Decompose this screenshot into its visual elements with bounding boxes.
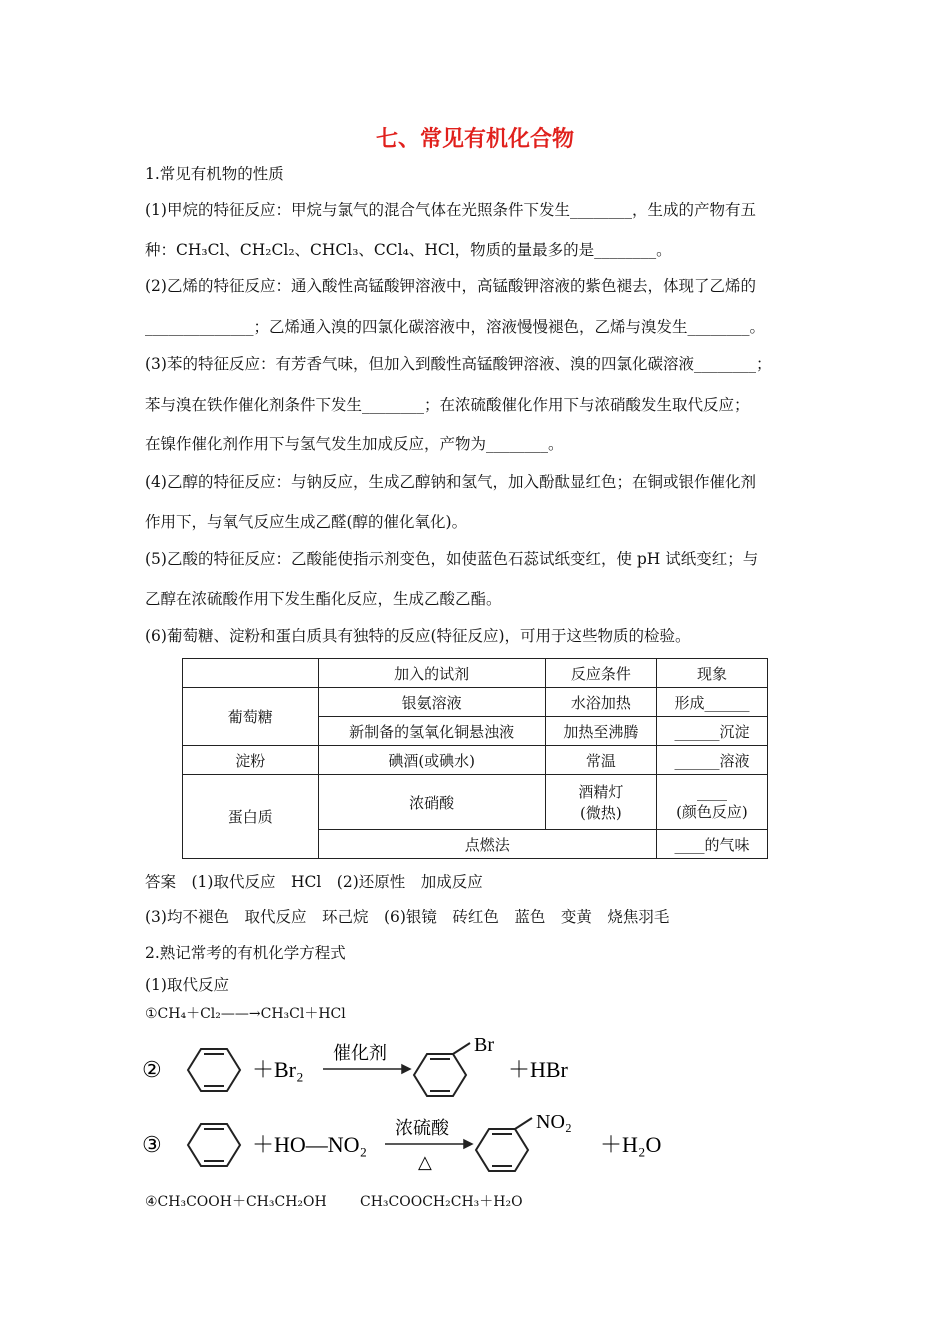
table-row [183, 688, 768, 717]
para6: (6)葡萄糖、淀粉和蛋白质具有独特的反应(特征反应)，可用于这些物质的检验。 [145, 627, 691, 645]
substituent-label: NO₂ [536, 1111, 572, 1133]
table-row [183, 775, 768, 830]
para3-line3: 在镍作催化剂作用下与氢气发生加成反应，产物为________。 [145, 435, 564, 453]
reaction-arrow-icon [385, 1140, 472, 1148]
condition-line1: 酒精灯 [578, 783, 624, 801]
reagent-text: ＋Br₂ [252, 1057, 304, 1082]
cell-result: ____的气味 [656, 830, 767, 859]
para2-line1: (2)乙烯的特征反应：通入酸性高锰酸钾溶液中，高锰酸钾溶液的紫色褪去，体现了乙烯的 [145, 277, 756, 295]
product-text: ＋HBr [508, 1057, 568, 1082]
benzene-ring-icon [188, 1124, 240, 1166]
para1-line2: 种：CH₃Cl、CH₂Cl₂、CHCl₃、CCl₄、HCl，物质的量最多的是________。 [145, 241, 672, 259]
cell-reagent: 浓硝酸 [318, 775, 545, 830]
table-row [183, 746, 768, 775]
benzene-ring-icon [414, 1043, 470, 1096]
cell-result: ______沉淀 [656, 717, 767, 746]
section2-heading: 2.熟记常考的有机化学方程式 [145, 944, 346, 962]
cell-protein: 蛋白质 [183, 775, 319, 859]
benzene-ring-icon [476, 1118, 532, 1171]
section1-heading: 1.常见有机物的性质 [145, 165, 284, 183]
table-header-row [183, 659, 768, 688]
equation-4-right: CH₃COOCH₂CH₃＋H₂O [360, 1194, 523, 1210]
cell-condition [545, 775, 656, 830]
header-condition: 反应条件 [545, 659, 656, 688]
condition-line2: (微热) [579, 804, 622, 822]
para1-line1: (1)甲烷的特征反应：甲烷与氯气的混合气体在光照条件下发生________，生成的产物有五 [145, 201, 756, 219]
answer-line2: (3)均不褪色 取代反应 环己烷 (6)银镜 砖红色 蓝色 变黄 烧焦羽毛 [145, 908, 670, 926]
equation-2-diagram [140, 1035, 600, 1105]
answer-line1: 答案 (1)取代反应 HCl (2)还原性 加成反应 [145, 873, 483, 891]
cell-reagent: 银氨溶液 [318, 688, 545, 717]
cell-result [656, 775, 767, 830]
product-text: ＋H₂O [600, 1132, 662, 1157]
cell-result: 形成______ [656, 688, 767, 717]
header-phenomenon: 现象 [656, 659, 767, 688]
para3-line1: (3)苯的特征反应：有芳香气味，但加入到酸性高锰酸钾溶液、溴的四氯化碳溶液________； [145, 355, 772, 373]
cell-reagent: 新制备的氢氧化铜悬浊液 [318, 717, 545, 746]
para4-line1: (4)乙醇的特征反应：与钠反应，生成乙醇钠和氢气，加入酚酞显红色；在铜或银作催化剂 [145, 473, 756, 491]
header-reagent: 加入的试剂 [318, 659, 545, 688]
para2-line2: ______________；乙烯通入溴的四氯化碳溶液中，溶液慢慢褪色，乙烯与溴发生________。 [145, 318, 766, 336]
cell-condition: 加热至沸腾 [545, 717, 656, 746]
reagent-text: ＋HO—NO₂ [252, 1132, 368, 1157]
cell-result: ______溶液 [656, 746, 767, 775]
catalyst-label: 催化剂 [333, 1043, 387, 1064]
cell-starch: 淀粉 [183, 746, 319, 775]
para3-line2: 苯与溴在铁作催化剂条件下发生________；在浓硫酸催化作用下与浓硝酸发生取代反应； [145, 396, 750, 414]
subsection-substitution: (1)取代反应 [145, 976, 229, 994]
cell-glucose: 葡萄糖 [183, 688, 319, 746]
cell-condition: 常温 [545, 746, 656, 775]
equation-1: ①CH₄＋Cl₂——→CH₃Cl＋HCl [145, 1006, 346, 1022]
para5-line1: (5)乙酸的特征反应：乙酸能使指示剂变色，如使蓝色石蕊试纸变红，使 pH 试纸变红；与 [145, 550, 759, 568]
result-line1: ____ [696, 782, 727, 801]
para4-line2: 作用下，与氧气反应生成乙醛(醇的催化氧化)。 [145, 513, 468, 531]
equation-4-left: ④CH₃COOH＋CH₃CH₂OH [145, 1194, 327, 1210]
equation-number: ② [142, 1057, 162, 1082]
substituent-label: Br [474, 1035, 494, 1056]
header-empty [183, 659, 319, 688]
cell-reagent: 点燃法 [318, 830, 656, 859]
result-line2: (颜色反应) [676, 802, 748, 821]
equation-number: ③ [142, 1132, 162, 1157]
catalyst-label: 浓硫酸 [395, 1118, 449, 1139]
reaction-arrow-icon [323, 1065, 410, 1073]
cell-condition: 水浴加热 [545, 688, 656, 717]
equation-3-diagram [140, 1110, 700, 1180]
page-title: 七、常见有机化合物 [375, 126, 574, 152]
para5-line2: 乙醇在浓硫酸作用下发生酯化反应，生成乙酸乙酯。 [145, 590, 502, 608]
heat-condition: △ [418, 1152, 432, 1173]
benzene-ring-icon [188, 1049, 240, 1091]
reaction-table [182, 658, 768, 859]
cell-reagent: 碘酒(或碘水) [318, 746, 545, 775]
